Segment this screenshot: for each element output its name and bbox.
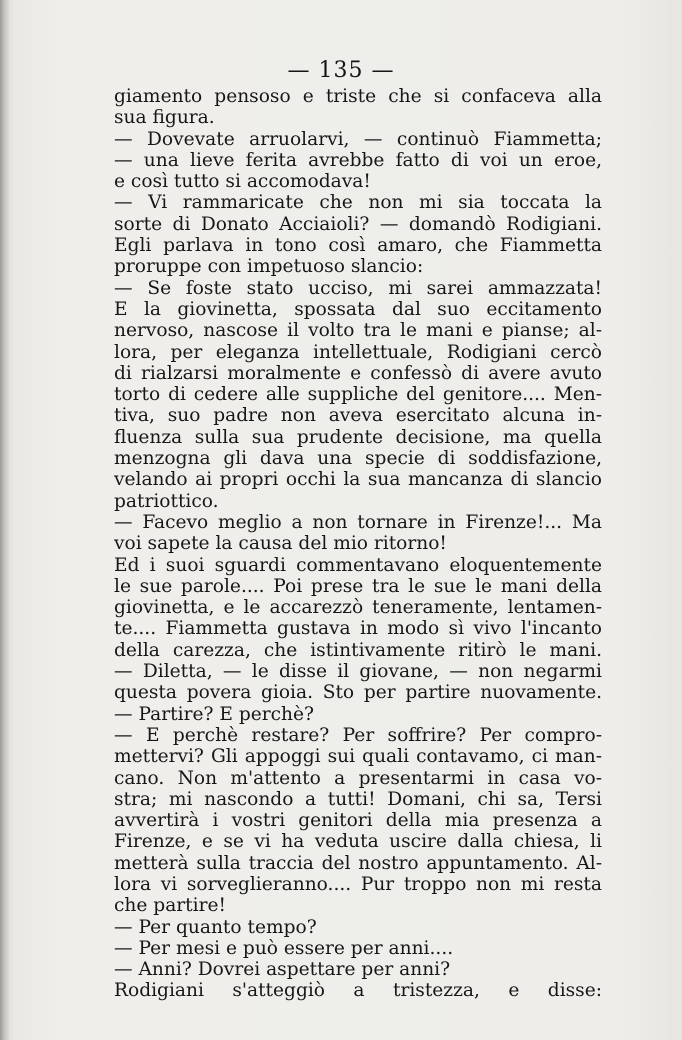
text-line: lora, per eleganza intellettuale, Rodigiani cercò <box>114 341 602 363</box>
text-line: e così tutto si accomodava! <box>114 171 371 193</box>
text-line: lora vi sorveglieranno.... Pur troppo non mi resta <box>114 873 602 895</box>
text-line: sua figura. <box>114 107 215 129</box>
text-line: voi sapete la causa del mio ritorno! <box>114 533 447 555</box>
text-line: E la giovinetta, spossata dal suo eccitamento <box>114 298 602 320</box>
text-line: — Partire? E perchè? <box>114 703 314 725</box>
text-line: menzogna gli dava una specie di soddisfazione, <box>114 448 602 470</box>
body-text <box>114 86 602 1002</box>
text-line: avvertirà i vostri genitori della mia presenza a <box>114 810 602 832</box>
text-line: — una lieve ferita avrebbe fatto di voi un eroe, <box>114 149 602 171</box>
text-line: velando ai propri occhi la sua mancanza di slancio <box>114 469 602 491</box>
text-line: — Dovevate arruolarvi, — continuò Fiammetta; <box>114 128 602 150</box>
text-line: fluenza sulla sua prudente decisione, ma quella <box>114 426 602 448</box>
text-line: questa povera gioia. Sto per partire nuovamente. <box>114 682 602 704</box>
text-line: — Se foste stato ucciso, mi sarei ammazzata! <box>114 277 602 299</box>
text-line: — Per mesi e può essere per anni.... <box>114 937 454 959</box>
text-line: cano. Non m'attento a presentarmi in casa vo- <box>114 767 602 789</box>
text-line: Rodigiani s'atteggiò a tristezza, e disse: <box>114 980 602 1002</box>
text-line: tiva, suo padre non aveva esercitato alcuna in- <box>114 405 602 427</box>
text-line: — Diletta, — le disse il giovane, — non negarmi <box>114 661 602 683</box>
text-line: stra; mi nascondo a tutti! Domani, chi sa, Tersi <box>114 788 602 810</box>
text-line: patriottico. <box>114 490 219 512</box>
text-line: proruppe con impetuoso slancio: <box>114 256 424 278</box>
page-spine-shadow <box>0 0 10 1040</box>
text-line: Firenze, e se vi ha veduta uscire dalla chiesa, li <box>114 831 602 853</box>
text-line: — E perchè restare? Per soffrire? Per compro- <box>114 724 602 746</box>
text-line: che partire! <box>114 895 226 917</box>
page-number: — 135 — <box>287 58 395 83</box>
text-line: della carezza, che istintivamente ritirò le mani. <box>114 639 602 661</box>
text-line: sorte di Donato Acciaioli? — domandò Rodigiani. <box>114 213 602 235</box>
text-line: nervoso, nascose il volto tra le mani e pianse; al- <box>114 320 602 342</box>
text-line: le sue parole.... Poi prese tra le sue le mani della <box>114 575 602 597</box>
text-line: Egli parlava in tono così amaro, che Fiammetta <box>114 235 602 257</box>
text-line: te.... Fiammetta gustava in modo sì vivo l'incanto <box>114 618 602 640</box>
text-line: — Vi rammaricate che non mi sia toccata la <box>114 192 602 214</box>
text-line: metterà sulla traccia del nostro appuntamento. Al- <box>114 852 602 874</box>
text-line: giamento pensoso e triste che si confaceva alla <box>114 86 602 107</box>
text-line: — Anni? Dovrei aspettare per anni? <box>114 959 451 981</box>
text-line: Ed i suoi sguardi commentavano eloquentemente <box>114 554 602 576</box>
text-line: di rialzarsi moralmente e confessò di avere avuto <box>114 362 602 384</box>
text-line: — Per quanto tempo? <box>114 916 317 938</box>
text-line: mettervi? Gli appoggi sui quali contavamo, ci man- <box>114 746 602 768</box>
text-line: giovinetta, e le accarezzò teneramente, lentamen- <box>114 597 602 619</box>
text-line: torto di cedere alle suppliche del genitore.... Men- <box>114 384 602 406</box>
text-line: — Facevo meglio a non tornare in Firenze!... Ma <box>114 511 602 533</box>
